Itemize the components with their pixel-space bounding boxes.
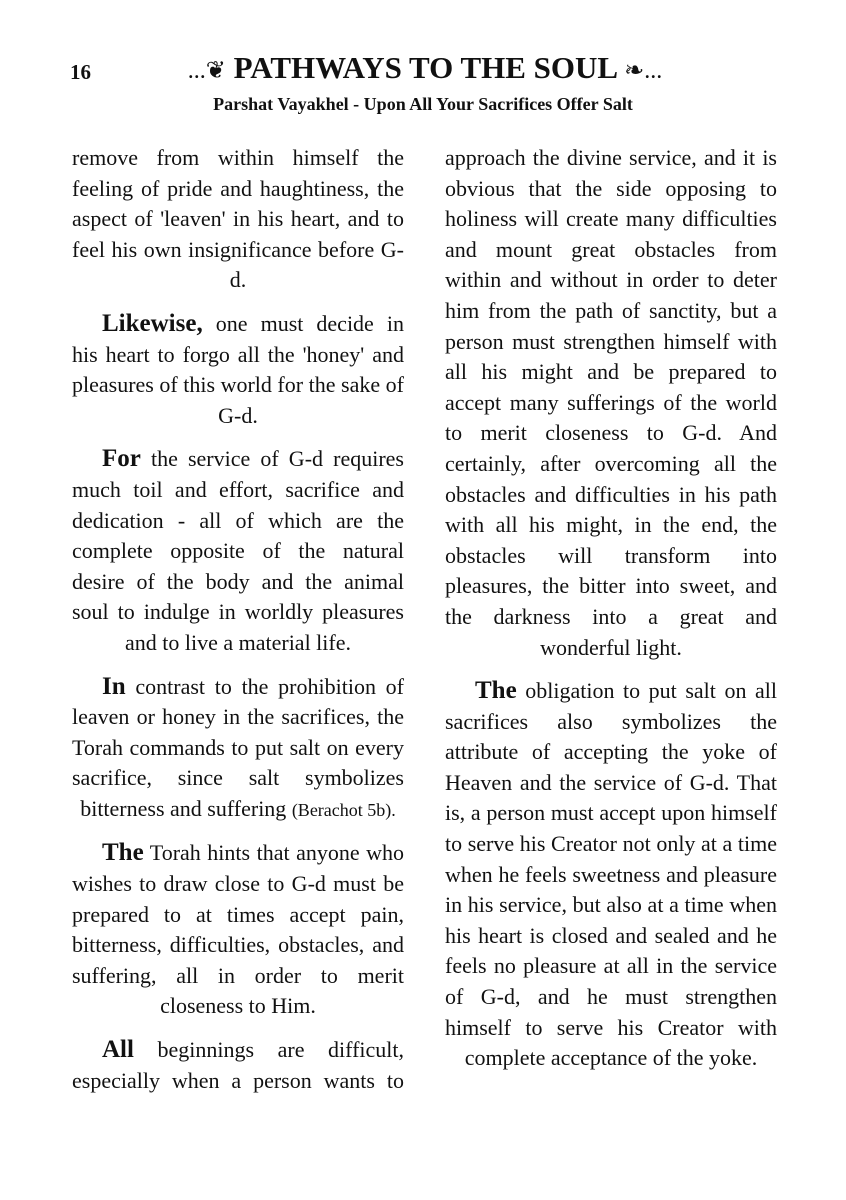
book-title: PATHWAYS TO THE SOUL: [233, 50, 617, 85]
lead-word: Likewise,: [102, 309, 203, 337]
paragraph-text: contrast to the prohibition of leaven or honey in the sacrifices, the Torah commands to put salt on every sacrifice, since salt symbolizes bitterness and suffering: [72, 673, 404, 821]
paragraph: [445, 676, 777, 1074]
lead-word: For: [102, 445, 141, 473]
citation: (Berachot 5b).: [291, 799, 396, 820]
paragraph: [72, 309, 404, 431]
page-number: 16: [70, 60, 91, 84]
paragraph: approach the divine service, and it is obvious that the side opposing to holiness will create many difficulties and mount great obstacles from within and without in order to deter him from the path of sanctity, but a person must strengthen himself with all his might and be prepared to accept many sufferings of the world to merit closeness to G-d. And certainly, after overcoming all the obstacles and difficulties in his path with all his might, in the end, the obstacles will transform into pleasures, the bitter into sweet, and the darkness into a great and wonderful light.: [445, 145, 777, 660]
running-title: [130, 50, 720, 86]
paragraph-text: the service of G-d requires much toil and effort, sacrifice and dedication - all of which are the complete opposite of the natural desire of the body and the animal soul to indulge in worldly pleasures and to live a material life.: [72, 446, 404, 655]
paragraph: [72, 444, 404, 658]
chapter-subtitle: Parshat Vayakhel - Upon All Your Sacrifices Offer Salt: [213, 94, 633, 114]
lead-word: The: [475, 677, 517, 705]
paragraph-text: beginnings are difficult, especially when a person wants to: [72, 1037, 404, 1093]
paragraph-text: obligation to put salt on all sacrifices also symbolizes the attribute of accepting the yoke of Heaven and the service of G-d. That is, a person must accept upon himself to serve his Creator not only at a time when he feels sweetness and pleasure in his service, but also at a time when his heart is closed and sealed and he feels no pleasure at all in the service of G-d, and he must strengthen himself to serve his Creator with complete acceptance of the yoke.: [445, 678, 777, 1071]
paragraph: [72, 838, 404, 1022]
paragraph: [72, 1035, 404, 1096]
paragraph: remove from within himself the feeling of pride and haughtiness, the aspect of 'leaven' in his heart, and to feel his own insignificance before G-d.: [72, 145, 404, 293]
right-column: [445, 143, 777, 1087]
paragraph: [72, 672, 404, 826]
lead-word: In: [102, 672, 126, 700]
left-column: [72, 143, 404, 1096]
ornament-right-icon: ❧...: [624, 58, 663, 84]
lead-word: The: [102, 839, 144, 867]
ornament-left-icon: ...❦: [187, 58, 226, 84]
paragraph-text: Torah hints that anyone who wishes to draw close to G-d must be prepared to at times accept pain, bitterness, difficulties, obstacles, and suffering, all in order to merit closeness to Him.: [72, 840, 404, 1019]
lead-word: All: [102, 1036, 134, 1064]
paragraph-text: one must decide in his heart to forgo all the 'honey' and pleasures of this world for the sake of G-d.: [72, 310, 404, 428]
